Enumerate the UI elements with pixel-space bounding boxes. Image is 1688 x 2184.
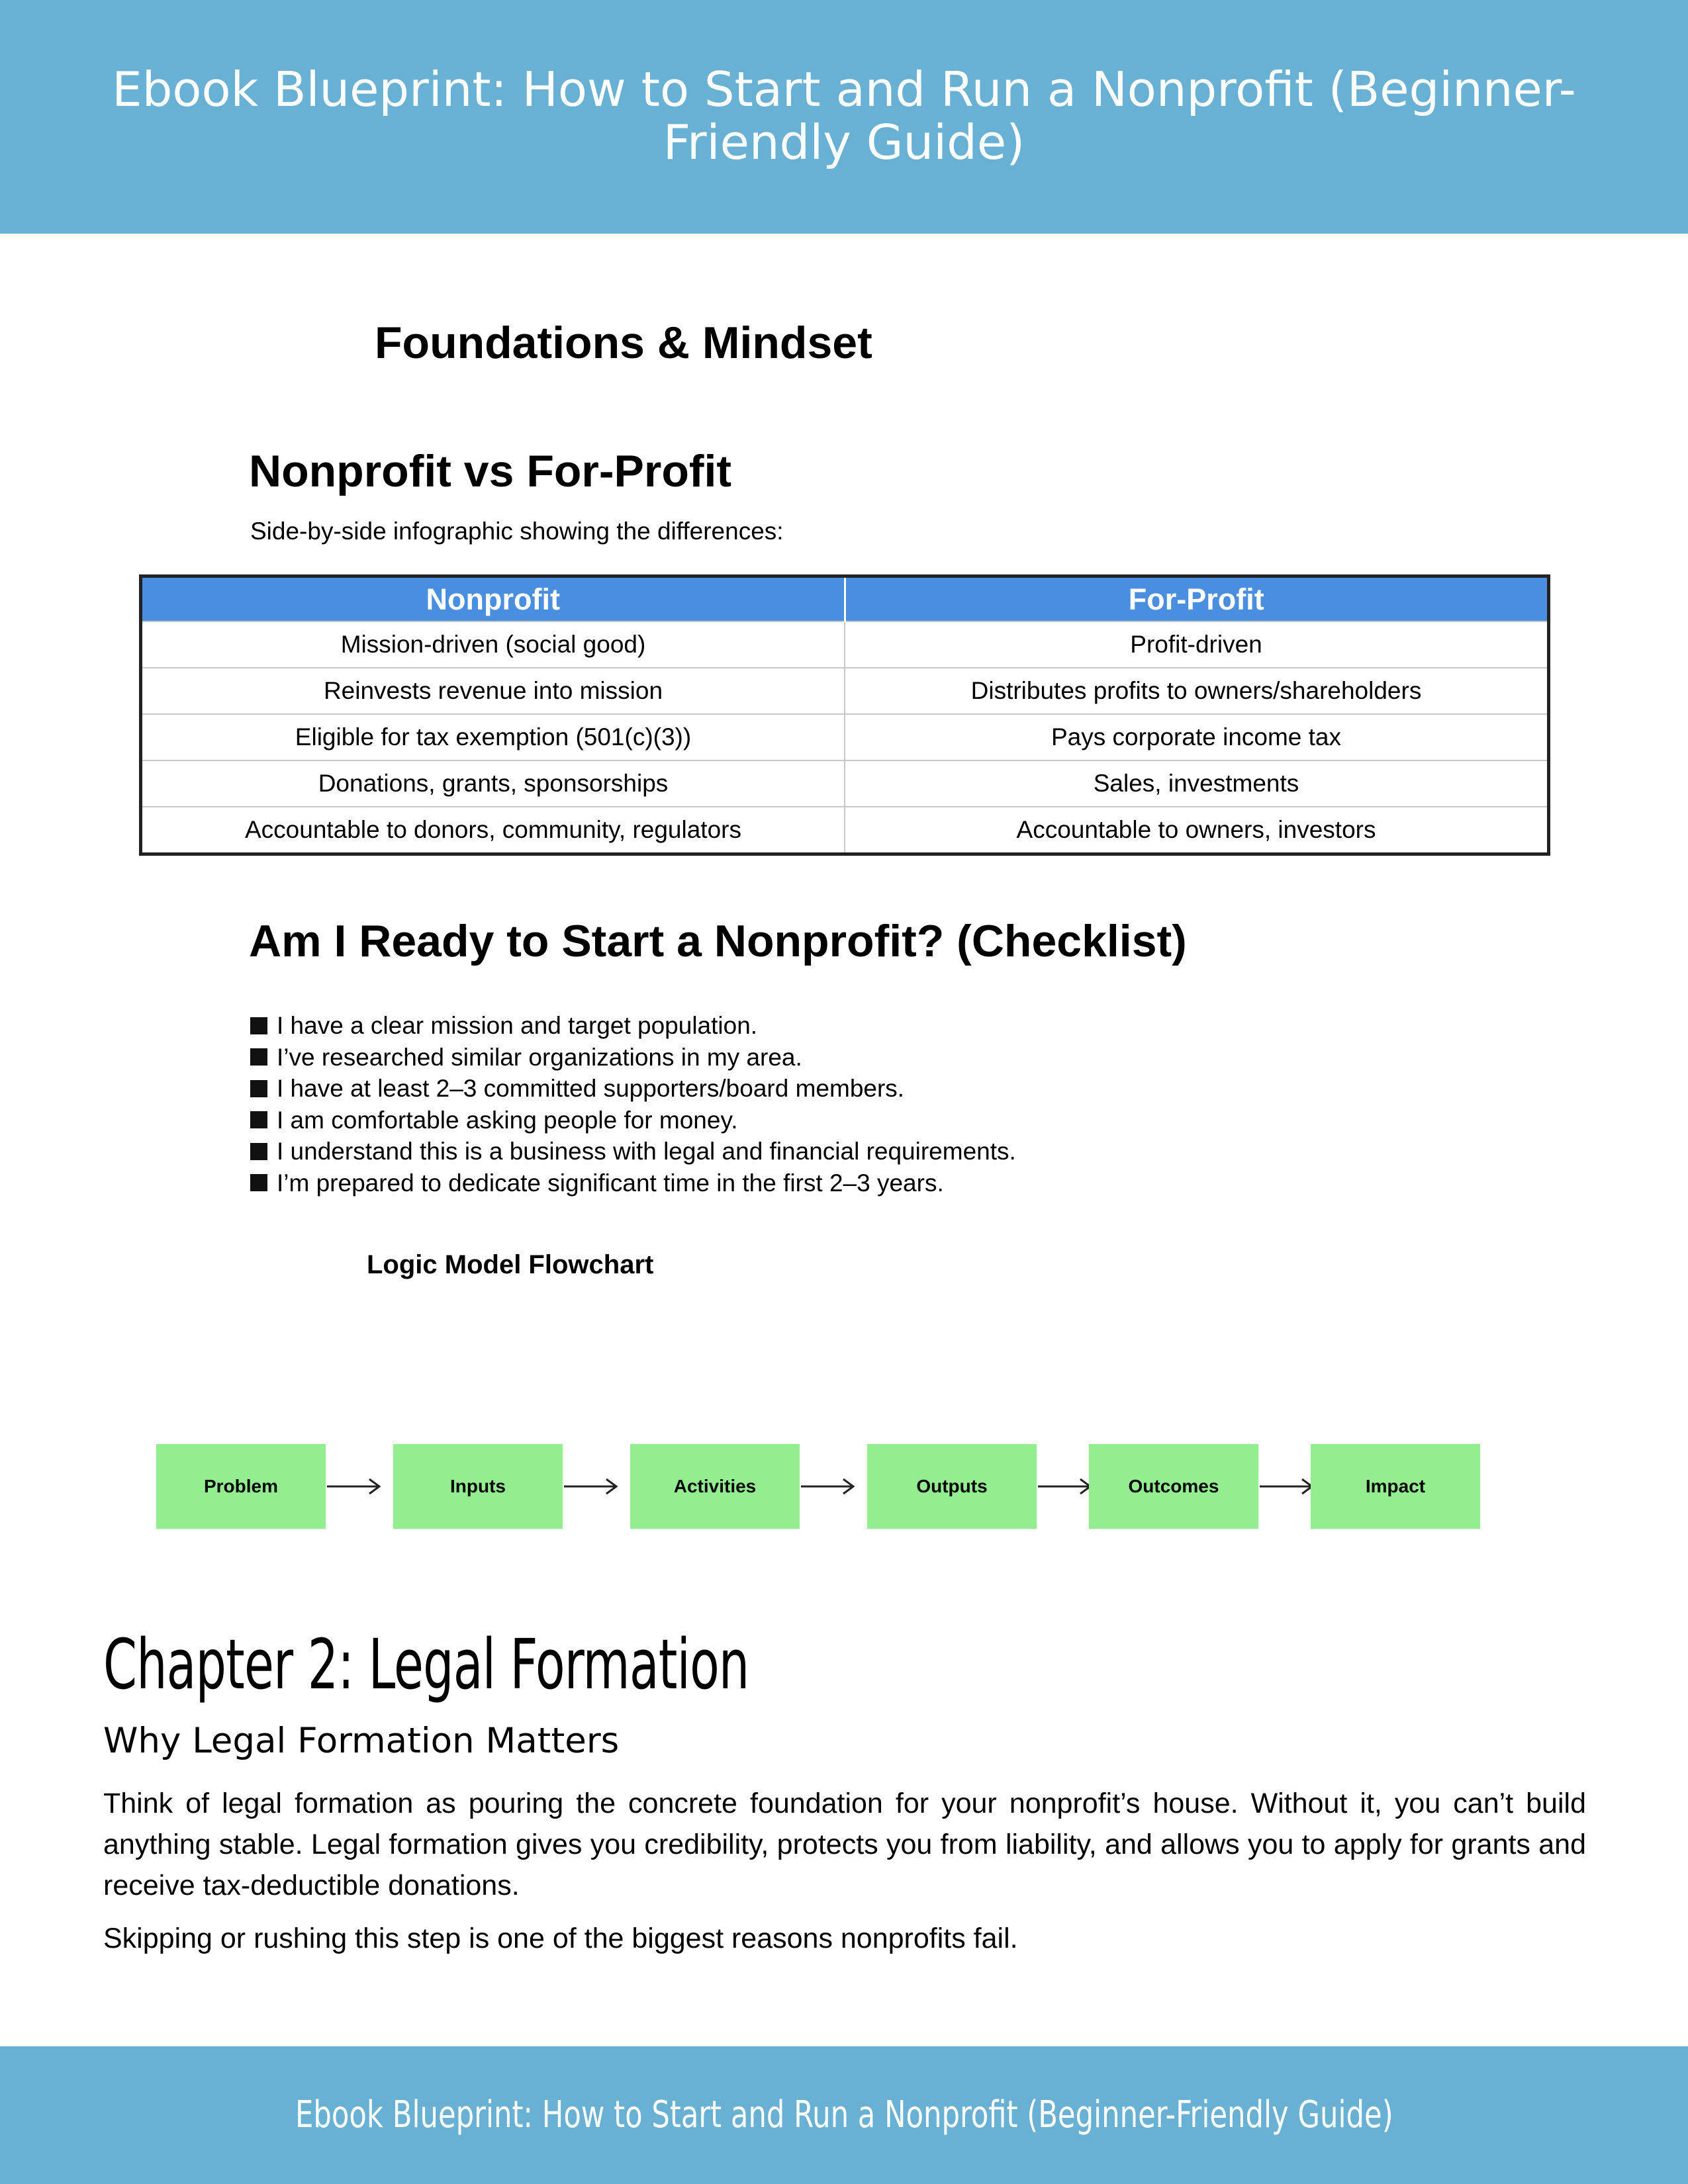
- table-cell: Mission-driven (social good): [141, 621, 845, 668]
- flow-step-outcomes: Outcomes: [1089, 1444, 1258, 1529]
- arrow-right-icon: [1037, 1473, 1092, 1500]
- table-cell: Reinvests revenue into mission: [141, 668, 845, 714]
- arrow-right-icon: [563, 1473, 618, 1500]
- column-header-for-profit: For-Profit: [1128, 582, 1264, 616]
- flow-step-impact: Impact: [1311, 1444, 1480, 1529]
- checklist-title: Am I Ready to Start a Nonprofit? (Checklist): [249, 916, 1187, 966]
- column-header-nonprofit: Nonprofit: [141, 576, 845, 622]
- comparison-title: Nonprofit vs For-Profit: [249, 446, 732, 496]
- table-cell: Accountable to donors, community, regulators: [141, 807, 845, 854]
- flow-step-problem: Problem: [156, 1444, 326, 1529]
- table-cell: Pays corporate income tax: [845, 714, 1549, 760]
- table-cell: Accountable to owners, investors: [845, 807, 1549, 854]
- comparison-subtitle: Side-by-side infographic showing the differences:: [250, 518, 784, 545]
- checklist-item: [250, 1073, 1016, 1105]
- table-cell: Profit-driven: [845, 621, 1549, 668]
- table-cell: Sales, investments: [845, 760, 1549, 807]
- table-row: [141, 668, 1549, 714]
- checkbox-icon: [250, 1048, 267, 1066]
- chapter-paragraph: Skipping or rushing this step is one of the biggest reasons nonprofits fail.: [103, 1923, 1018, 1954]
- checklist-item: [250, 1010, 1016, 1042]
- checklist-item: [250, 1167, 1016, 1199]
- foundations-title: Foundations & Mindset: [375, 318, 872, 368]
- chapter-paragraph: Think of legal formation as pouring the concrete foundation for your nonprofit’s house. Without it, you can’t build anything stable. Legal formation gives you credibility, protects you from liability, and allows you to apply for grants and receive tax-deductible donations.: [103, 1788, 1586, 1901]
- logic-model-title: Logic Model Flowchart: [367, 1250, 654, 1279]
- table-cell: Distributes profits to owners/shareholders: [845, 668, 1549, 714]
- checkbox-icon: [250, 1111, 267, 1128]
- checklist-item: [250, 1042, 1016, 1073]
- arrow-right-icon: [326, 1473, 381, 1500]
- comparison-header-row: [141, 576, 1549, 622]
- table-row: [141, 714, 1549, 760]
- checklist-item-text: I have at least 2–3 committed supporters/board members.: [277, 1075, 905, 1102]
- footer-banner: [0, 2046, 1688, 2184]
- checklist-item: [250, 1105, 1016, 1136]
- checklist-item: [250, 1136, 1016, 1167]
- table-cell: Donations, grants, sponsorships: [141, 760, 845, 807]
- checkbox-icon: [250, 1143, 267, 1160]
- checkbox-icon: [250, 1174, 267, 1191]
- table-row: [141, 760, 1549, 807]
- ebook-title: Ebook Blueprint: How to Start and Run a Nonprofit (Beginner-Friendly Guide): [112, 61, 1576, 170]
- checklist-item-text: I’m prepared to dedicate significant time in the first 2–3 years.: [277, 1169, 944, 1197]
- table-cell: Eligible for tax exemption (501(c)(3)): [141, 714, 845, 760]
- flow-step-activities: Activities: [630, 1444, 800, 1529]
- table-row: [141, 807, 1549, 854]
- checklist: [250, 1010, 1016, 1199]
- header-banner: [0, 0, 1688, 234]
- checkbox-icon: [250, 1017, 267, 1034]
- checklist-item-text: I understand this is a business with legal and financial requirements.: [277, 1138, 1016, 1165]
- table-row: [141, 621, 1549, 668]
- footer-title: Ebook Blueprint: How to Start and Run a Nonprofit (Beginner-Friendly Guide): [295, 2093, 1393, 2136]
- checklist-item-text: I have a clear mission and target population.: [277, 1012, 758, 1039]
- arrow-right-icon: [1258, 1473, 1314, 1500]
- comparison-table: [139, 574, 1550, 856]
- checklist-item-text: I’ve researched similar organizations in my area.: [277, 1043, 802, 1071]
- checkbox-icon: [250, 1080, 267, 1097]
- chapter-section-title: Why Legal Formation Matters: [103, 1721, 620, 1761]
- arrow-right-icon: [800, 1473, 855, 1500]
- checklist-item-text: I am comfortable asking people for money.: [277, 1106, 738, 1134]
- flow-step-inputs: Inputs: [393, 1444, 563, 1529]
- chapter-title: Chapter 2: Legal Formation: [103, 1624, 749, 1705]
- flow-step-outputs: Outputs: [867, 1444, 1037, 1529]
